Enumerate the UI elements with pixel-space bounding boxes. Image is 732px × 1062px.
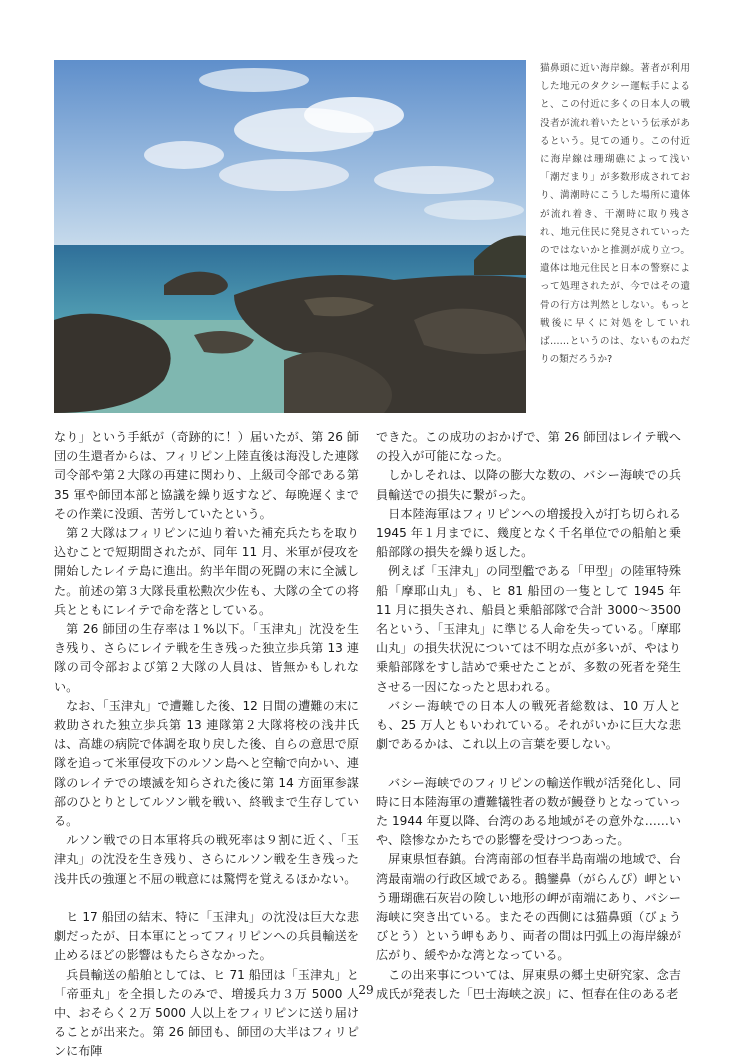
paragraph: ルソン戦での日本軍将兵の戦死率は９割に近く、「玉津丸」の沈没を生き残り、さらにルソン戦を生き残った浅井氏の強運と不屈の戦意には驚愕を覚えるほかない。 [54,833,359,886]
page-number: 29 [358,983,374,997]
paragraph: この出来事については、屏東県の郷土史研究家、念吉成氏が発表した「巴士海峡之涙」に、恒春在住のある老 [376,967,681,1001]
paragraph: バシー海峡での日本人の戦死者総数は、10 万人とも、25 万人ともいわれている。それがいかに巨大な悲劇であるかは、これ以上の言葉を要しない。 [376,698,681,752]
paragraph: 第２大隊はフィリピンに辿り着いた補充兵たちを取り込むことで短期間されたが、同年 11 月、米軍が侵攻を開始したレイテ島に進出。約半年間の死闘の末に全滅した。前述の第３大隊長重松勲次少佐も、大隊の全ての将兵とともにレイテで命を落としている。 [54,526,359,617]
paragraph: 兵員輸送の船舶としては、ヒ 71 船団は「玉津丸」と「帝亜丸」を全損したのみで、増援兵力３万 5000 人中、おそらく２万 5000 人以上をフィリピンに送り届けることが出来た。第 26 師団も、師団の大半はフィリピンに布陣 [54,967,359,1059]
paragraph: ヒ 17 船団の結末、特に「玉津丸」の沈没は巨大な悲劇だったが、日本軍にとってフィリピンへの兵員輸送を止めるほどの影響はもたらさなかった。 [54,910,359,963]
coastline-photo [54,60,526,413]
paragraph: 第 26 師団の生存率は１%以下。「玉津丸」沈没を生き残り、さらにレイテ戦を生き残った独立歩兵第 13 連隊の司令部および第２大隊の人員は、皆無かもしれない。 [54,622,359,694]
paragraph: 日本陸海軍はフィリピンへの増援投入が打ち切られる 1945 年１月までに、幾度となく千名単位での船舶と乗船部隊の損失を繰り返した。 [376,506,681,560]
paragraph-gap [54,889,359,908]
left-column [54,428,359,1062]
paragraph: 例えば「玉津丸」の同型艦である「甲型」の陸軍特殊船「摩耶山丸」も、ヒ 81 船団の一隻として 1945 年 11 月に損失され、船員と乗船部隊で合計 3000～3500 名という、「玉津丸」に準じる人命を失っている。「摩耶山丸」の損失状況については不明な点が多いが、やはり乗船部隊をすし詰めで乗せたことが、多数の死者を発生させる一因になったと思われる。 [376,564,681,694]
paragraph: バシー海峡でのフィリピンの輸送作戦が活発化し、同時に日本陸海軍の遭難犠牲者の数が鰻登りとなっていった 1944 年夏以降、台湾のある地域がその意外な……いや、陰惨なかたちでの影響を受けつつあった。 [376,775,681,848]
right-column [376,428,681,1004]
paragraph: なり」という手紙が（奇跡的に！）届いたが、第 26 師団の生還者からは、フィリピン上陸直後は海没した連隊司令部や第２大隊の再建に関わり、上級司令部である第 35 軍や師団本部と協議を繰り返すなど、毎晩遅くまでその作業に没頭、苦労していたという。 [54,430,359,521]
paragraph: 屏東県恒春鎮。台湾南部の恒春半島南端の地域で、台湾最南端の行政区域である。鵝鑾鼻（がらんぴ）岬という珊瑚礁石灰岩の険しい地形の岬が南端にあり、バシー海峡に突き出ている。またその西側には猫鼻頭（びょうびとう）という岬もあり、両者の間は円弧上の海岸線が広がり、緩やかな湾となっている。 [376,852,681,963]
coastline-photo-icon [54,60,526,413]
photo-caption: 猫鼻頭に近い海岸線。著者が利用した地元のタクシー運転手によると、この付近に多くの日本人の戦没者が流れ着いたという伝承があるという。見ての通り。この付近に海岸線は珊瑚礁によって浅い「潮だまり」が多数形成されており、満潮時にこうした場所に遺体が流れ着き、干潮時に取り残され、地元住民に発見されていったのではないかと推測が成り立つ。遺体は地元住民と日本の警察によって処理されたが、今ではその遺骨の行方は判然としない。もっと戦後に早くに対処をしていれば……というのは、ないものねだりの類だろうか? [540,63,690,366]
paragraph-gap [376,754,681,773]
paragraph: しかしそれは、以降の膨大な数の、バシー海峡での兵員輸送での損失に繋がった。 [376,468,681,502]
paragraph: できた。この成功のおかげで、第 26 師団はレイテ戦への投入が可能になった。 [376,430,681,464]
paragraph: なお、「玉津丸」で遭難した後、12 日間の遭難の末に救助された独立歩兵第 13 連隊第２大隊将校の浅井氏は、高雄の病院で体調を取り戻した後、自らの意思で原隊を追って米軍侵攻下のルソン島へと空輸で向かい、連隊のレイテでの壊滅を知らされた後に第 14 方面軍参謀部のひとりとしてルソン戦を戦い、終戦まで生存している。 [54,698,359,829]
